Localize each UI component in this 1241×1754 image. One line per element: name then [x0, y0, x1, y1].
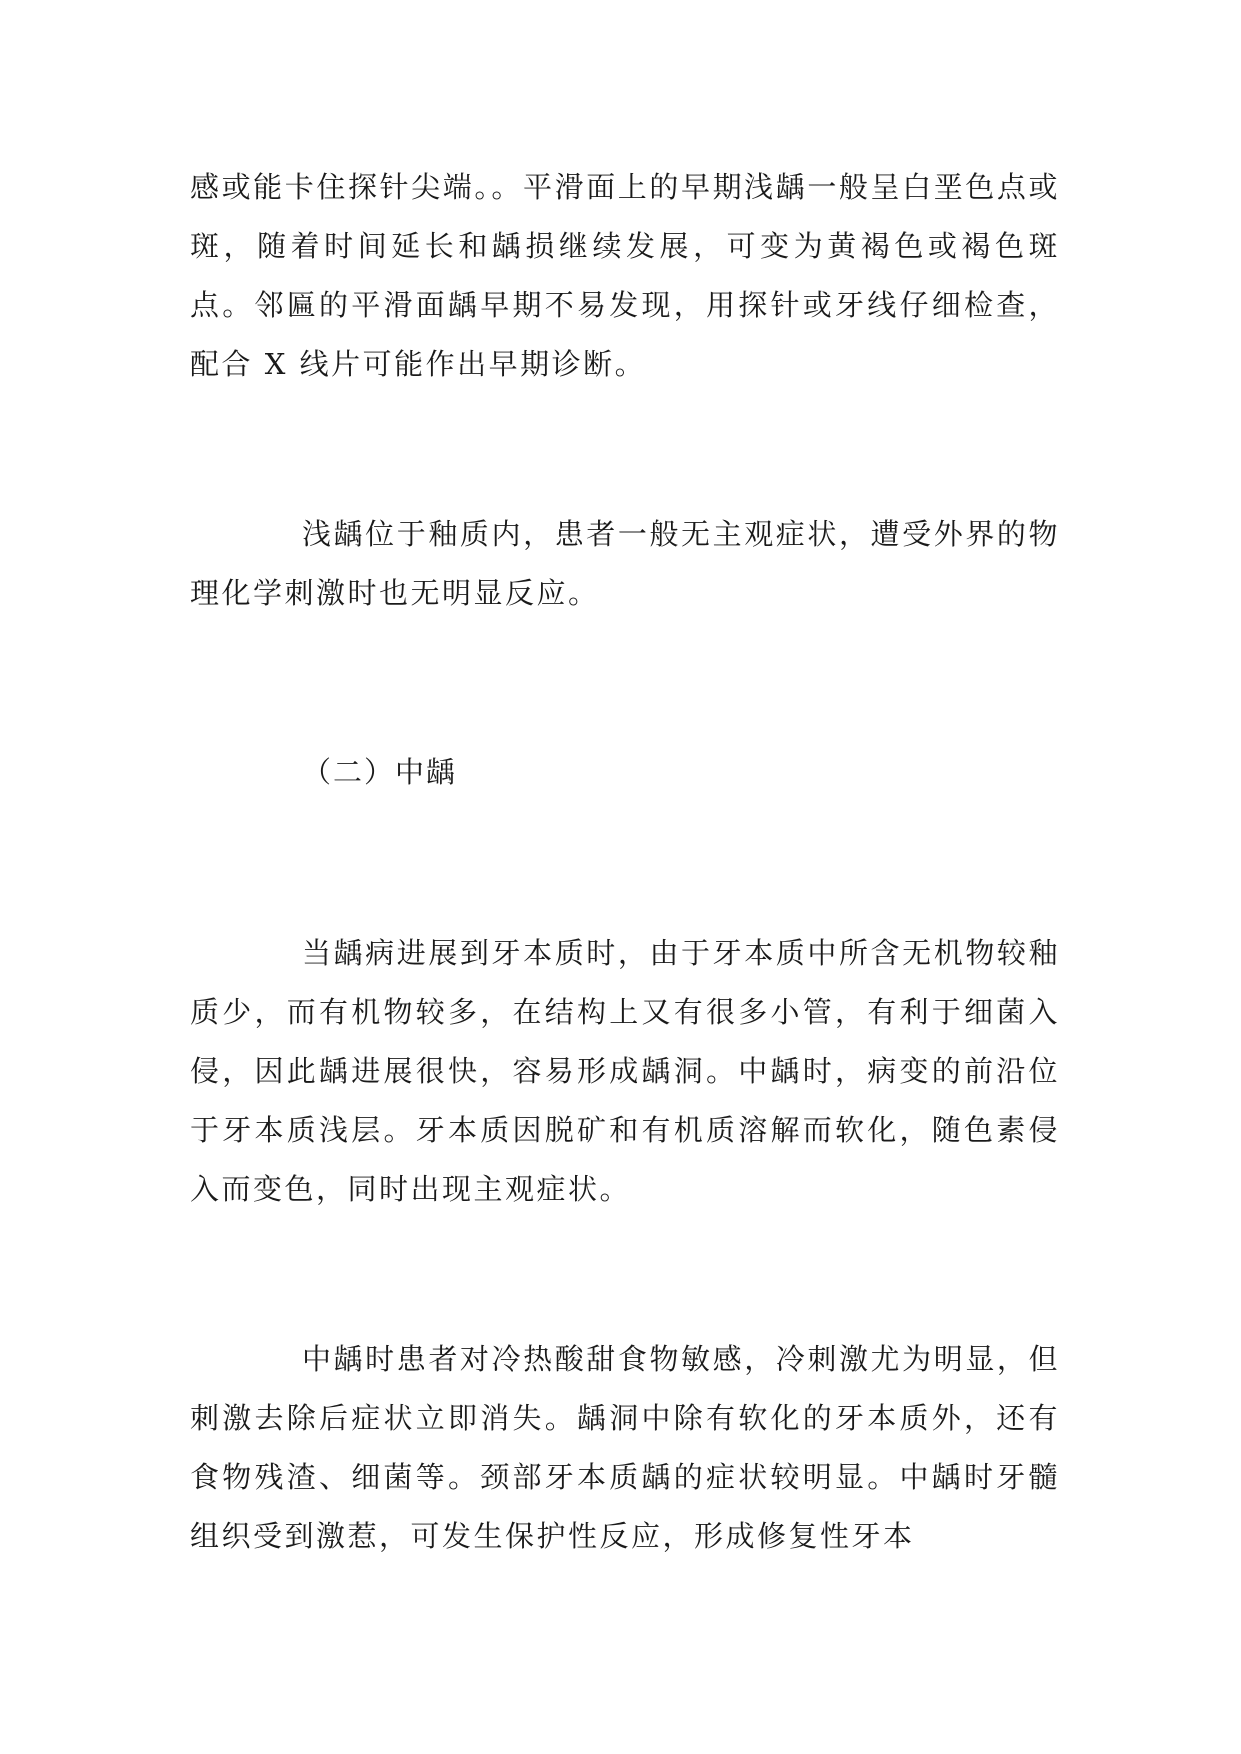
- paragraph-shallow-caries-symptoms: 浅龋位于釉质内，患者一般无主观症状，遭受外界的物理化学刺激时也无明显反应。: [190, 517, 1060, 610]
- paragraph-medium-caries-symptoms: 中龋时患者对冷热酸甜食物敏感，冷刺激尤为明显，但刺激去除后症状立即消失。龋洞中除有软化的牙本质外，还有食物残渣、细菌等。颈部牙本质龋的症状较明显。中龋时牙髓组织受到激惹，可发生保护性反应，形成修复性牙本: [190, 1342, 1060, 1553]
- paragraph-medium-caries-progression: 当龋病进展到牙本质时，由于牙本质中所含无机物较釉质少，而有机物较多，在结构上又有很多小管，有利于细菌入侵，因此龋进展很快，容易形成龋洞。中龋时，病变的前沿位于牙本质浅层。牙本质因脱矿和有机质溶解而软化，随色素侵入而变色，同时出现主观症状。: [190, 936, 1060, 1206]
- section-heading-medium-caries: （二）中龋: [302, 755, 458, 789]
- paragraph-early-caries-appearance: 感或能卡住探针尖端。。平滑面上的早期浅龋一般呈白垩色点或斑，随着时间延长和龋损继续发展，可变为黄褐色或褐色斑点。邻匾的平滑面龋早期不易发现，用探针或牙线仔细检查，配合 X 线片可能作出早期诊断。: [190, 170, 1060, 381]
